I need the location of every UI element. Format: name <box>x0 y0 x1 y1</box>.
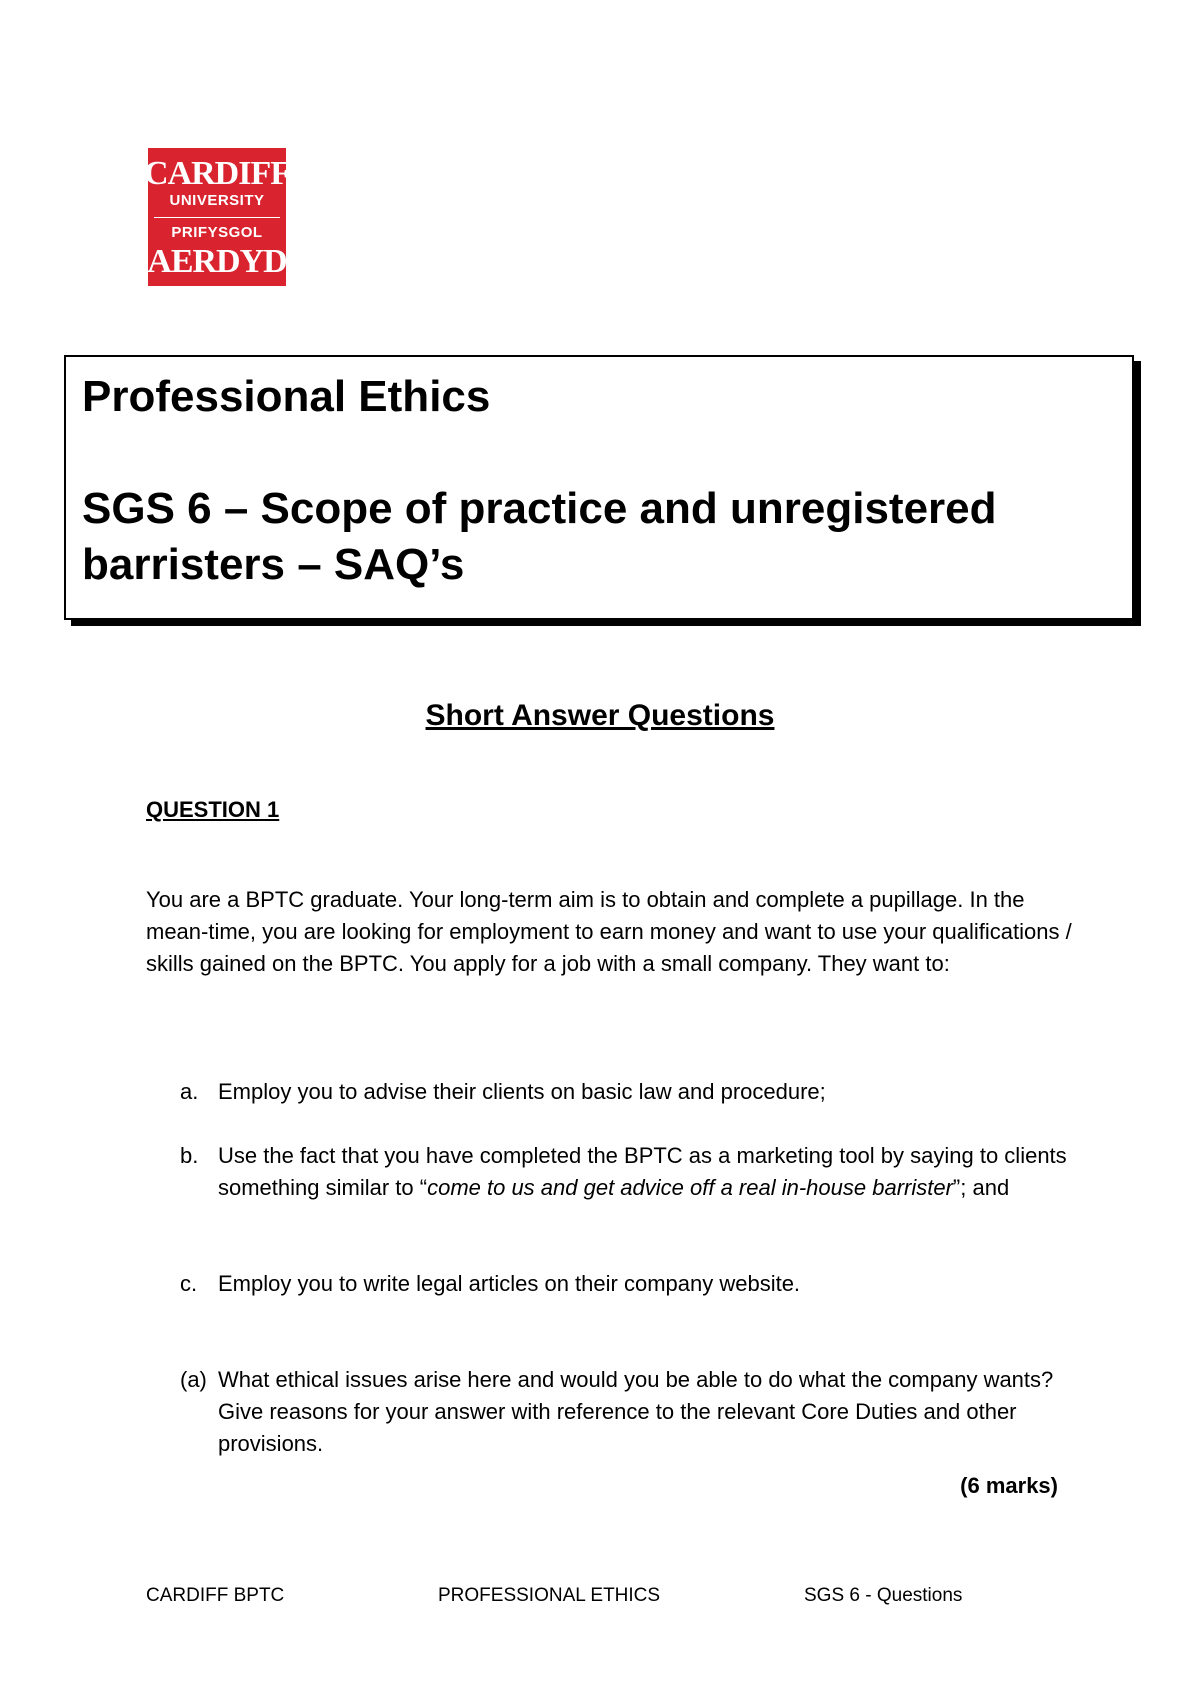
list-item-b <box>180 1140 1080 1204</box>
sub-question-a <box>180 1364 1080 1460</box>
logo-line-prifysgol: PRIFYSGOL <box>171 224 263 241</box>
sub-question-marker: (a) <box>180 1367 207 1392</box>
footer-center: PROFESSIONAL ETHICS <box>438 1585 661 1606</box>
list-item-text-before: Use the fact that you have completed the BPTC as a marketing tool by saying to clients something similar to “ <box>218 1143 1067 1200</box>
logo-line-university: UNIVERSITY <box>169 192 265 209</box>
question-intro: You are a BPTC graduate. Your long-term aim is to obtain and complete a pupillage. In the mean-time, you are looking for employment to earn money and want to use your qualifications / skills gained on the BPTC. You apply for a job with a small company. They want to: <box>146 887 1072 976</box>
list-item-c <box>180 1268 1080 1300</box>
marks-label: (6 marks) <box>960 1473 1058 1498</box>
list-item-text <box>218 1140 1080 1204</box>
list-marker: a. <box>180 1079 199 1104</box>
list-item-a <box>180 1076 1080 1108</box>
list-item-text: Employ you to write legal articles on their company website. <box>218 1271 801 1296</box>
question-label: QUESTION 1 <box>146 797 280 822</box>
list-marker: c. <box>180 1271 198 1296</box>
list-item-text: Employ you to advise their clients on basic law and procedure; <box>218 1079 826 1104</box>
list-item-text-after: ”; and <box>952 1175 1010 1200</box>
section-heading: Short Answer Questions <box>425 699 775 732</box>
footer-left: CARDIFF BPTC <box>146 1585 285 1606</box>
document-title: Professional Ethics <box>82 372 491 421</box>
footer-right: SGS 6 - Questions <box>804 1585 963 1606</box>
logo-line-caerdydd: CAERDYDD <box>123 243 311 280</box>
list-item-quote: come to us and get advice off a real in-house barrister <box>427 1175 953 1200</box>
list-marker: b. <box>180 1143 199 1168</box>
sub-question-text: What ethical issues arise here and would you be able to do what the company wants? Give reasons for your answer with reference to the relevant Core Duties and other provisions. <box>218 1367 1054 1456</box>
logo-line-cardiff: CARDIFF <box>144 155 290 192</box>
logo-divider <box>154 217 280 218</box>
cardiff-university-logo <box>123 148 311 286</box>
document-subtitle: SGS 6 – Scope of practice and unregistered barristers – SAQ’s <box>82 484 997 589</box>
title-box <box>64 355 1134 620</box>
